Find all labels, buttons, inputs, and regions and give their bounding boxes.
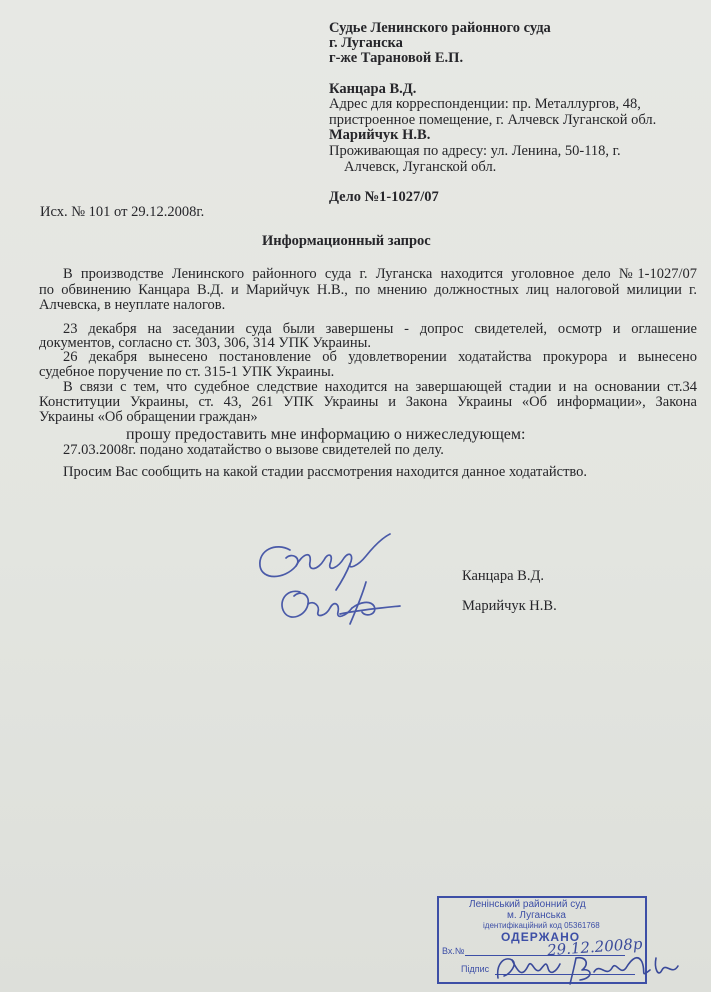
case-number: Дело №1-1027/07: [329, 189, 439, 205]
sender2-address-line-2: Алчевск, Луганской обл.: [344, 159, 497, 175]
outgoing-number: Исх. № 101 от 29.12.2008г.: [40, 204, 205, 220]
sender2-name: Марийчук Н.В.: [329, 127, 431, 143]
document-title: Информационный запрос: [262, 233, 431, 249]
closing-request: Просим Вас сообщить на какой стадии рассмотрения находится данное ходатайство.: [63, 464, 588, 480]
sender1-address-line-1: Адрес для корреспонденции: пр. Металлургов, 48,: [329, 96, 641, 112]
request-line: прошу предоставить мне информацию о нижеследующем:: [126, 426, 526, 443]
stamp-court-name: Ленінський районний суд: [469, 899, 586, 910]
paragraph-1-line-2: по обвинению Канцара В.Д. и Марийчук Н.В., по мнению должностных лиц налоговой милиции г.: [39, 282, 697, 298]
handwritten-signature-2: [270, 578, 410, 638]
paragraph-3-line-1: 26 декабря вынесено постановление об удовлетворении ходатайства прокурора и вынесено: [63, 349, 697, 365]
sender2-address-line-1: Проживающая по адресу: ул. Ленина, 50-118, г.: [329, 143, 621, 159]
addressee-line-3: г-же Тарановой Е.П.: [329, 50, 464, 66]
paragraph-2-line-2: документов, согласно ст. 303, 306, 314 УПК Украины.: [39, 335, 371, 351]
stamp-id-code: ідентифікаційний код 05361768: [483, 921, 600, 930]
paragraph-3-line-2: судебное поручение по ст. 315-1 УПК Украины.: [39, 364, 335, 380]
paragraph-2-line-1: 23 декабря на заседании суда были завершены - допрос свидетелей, осмотр и оглашение: [63, 321, 697, 337]
addressee-line-2: г. Луганска: [329, 35, 403, 51]
addressee-line-1: Судье Ленинского районного суда: [329, 20, 551, 36]
sender1-name: Канцара В.Д.: [329, 81, 417, 97]
stamp-received: ОДЕРЖАНО: [501, 930, 581, 944]
paragraph-4-line-2: Конституции Украины, ст. 43, 261 УПК Украины и Закона Украины «Об информации», Закона: [39, 394, 697, 410]
stamp-ref-label: Вх.№: [442, 946, 465, 956]
paragraph-4-line-3: Украины «Об обращении граждан»: [39, 409, 258, 425]
stamp-handwritten-signature: [490, 948, 685, 988]
stamp-handwritten-date: 29.12.2008р: [546, 934, 644, 960]
paragraph-1-line-1: В производстве Ленинского районного суда г. Луганска находится уголовное дело №1-1027/07: [63, 266, 697, 282]
signature-name-1: Канцара В.Д.: [462, 568, 544, 584]
stamp-sign-label: Підпис: [461, 964, 490, 974]
signature-name-2: Марийчук Н.В.: [462, 598, 557, 614]
sender1-address-line-2: пристроенное помещение, г. Алчевск Луганской обл.: [329, 112, 657, 128]
request-item-1: 27.03.2008г. подано ходатайство о вызове свидетелей по делу.: [63, 442, 444, 458]
paragraph-4-line-1: В связи с тем, что судебное следствие находится на завершающей стадии и на основании ст.34: [63, 379, 697, 395]
stamp-city: м. Луганська: [507, 910, 566, 921]
paragraph-1-line-3: Алчевска, в неуплате налогов.: [39, 297, 226, 313]
